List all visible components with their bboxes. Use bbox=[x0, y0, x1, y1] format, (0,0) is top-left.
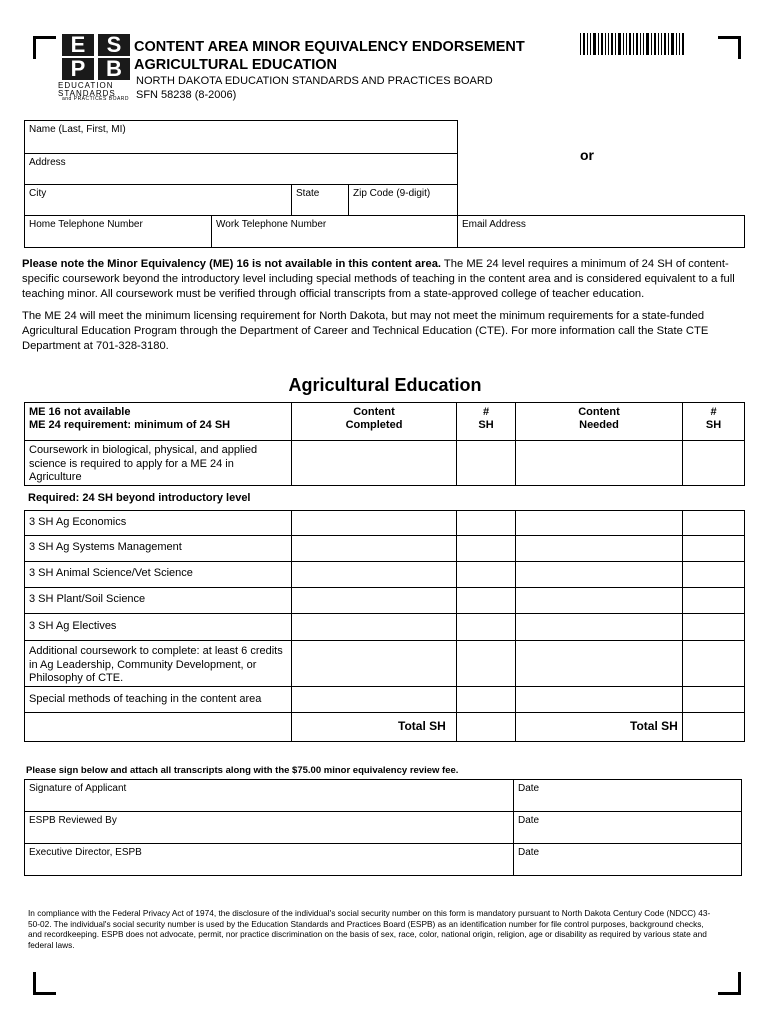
logo-line-education: EDUCATION bbox=[58, 81, 114, 90]
table-row-label: 3 SH Animal Science/Vet Science bbox=[24, 561, 292, 588]
row-divider bbox=[291, 535, 745, 536]
content-needed-column[interactable] bbox=[515, 510, 683, 742]
header-content-needed bbox=[515, 402, 683, 441]
corner-mark-bottom-right bbox=[718, 972, 741, 995]
home-phone-label: Home Telephone Number bbox=[29, 219, 143, 230]
or-label: or bbox=[580, 147, 594, 163]
notice-paragraph bbox=[22, 257, 750, 302]
header-content-needed-text: Content Needed bbox=[578, 406, 620, 431]
table-row-label: Special methods of teaching in the content area bbox=[24, 686, 292, 713]
director-date-field[interactable] bbox=[513, 843, 742, 876]
state-field[interactable] bbox=[291, 184, 349, 216]
header-me24: ME 24 requirement: minimum of 24 SH bbox=[29, 419, 231, 431]
total-sh-label-2: Total SH bbox=[630, 719, 678, 733]
city-field[interactable] bbox=[24, 184, 292, 216]
table-row-label: 3 SH Plant/Soil Science bbox=[24, 587, 292, 614]
applicant-signature-label: Signature of Applicant bbox=[29, 783, 127, 794]
total-sh-label-1: Total SH bbox=[398, 719, 446, 733]
reviewed-date-field[interactable] bbox=[513, 811, 742, 844]
coursework-needed-sh-cell[interactable] bbox=[682, 440, 745, 486]
work-phone-field[interactable] bbox=[211, 215, 458, 248]
corner-mark-top-left bbox=[33, 36, 56, 59]
row-divider bbox=[291, 686, 745, 687]
logo-letter-b: B bbox=[98, 58, 130, 80]
coursework-note: Coursework in biological, physical, and applied science is required to apply for a ME 24 in Agriculture bbox=[24, 440, 292, 486]
name-field[interactable] bbox=[24, 120, 458, 154]
work-phone-label: Work Telephone Number bbox=[216, 219, 327, 230]
corner-mark-top-right bbox=[718, 36, 741, 59]
notice-text: The ME 24 level requires a minimum of 24 SH of content-specific coursework beyond the introductory level including special methods of teaching in the content area and is considered equivalent to a full teaching minor. All coursework must be verified through official transcripts from a state-approved college of teacher education. bbox=[22, 258, 735, 300]
header-sh-1-text: # SH bbox=[478, 406, 494, 431]
header-content-completed bbox=[291, 402, 457, 441]
logo-letter-p: P bbox=[62, 58, 94, 80]
table-row-label: Additional coursework to complete: at least 6 credits in Ag Leadership, Community Development, or Philosophy of CTE. bbox=[24, 640, 292, 687]
form-subtitle: AGRICULTURAL EDUCATION bbox=[134, 57, 337, 73]
coursework-completed-cell[interactable] bbox=[291, 440, 457, 486]
sh-needed-column[interactable] bbox=[682, 510, 745, 742]
required-label: Required: 24 SH beyond introductory level bbox=[28, 492, 251, 504]
form-title: CONTENT AREA MINOR EQUIVALENCY ENDORSEMENT bbox=[134, 39, 525, 55]
logo-letter-e: E bbox=[62, 34, 94, 56]
notice-bold-text: Please note the Minor Equivalency (ME) 16 is not available in this content area. bbox=[22, 258, 442, 270]
zip-label: Zip Code (9-digit) bbox=[353, 188, 431, 199]
zip-field[interactable] bbox=[348, 184, 458, 216]
board-name: NORTH DAKOTA EDUCATION STANDARDS AND PRACTICES BOARD bbox=[136, 75, 493, 87]
reviewed-by-label: ESPB Reviewed By bbox=[29, 815, 117, 826]
logo-line-standards: STANDARDS bbox=[58, 89, 116, 98]
header-sh-2-text: # SH bbox=[705, 406, 722, 431]
table-row-label: 3 SH Ag Systems Management bbox=[24, 535, 292, 562]
address-field[interactable] bbox=[24, 153, 458, 185]
notice-paragraph-2: The ME 24 will meet the minimum licensing requirement for North Dakota, but may not meet the minimum requirements for a state-funded Agricultural Education Program through the Department of Career and Technical Education (CTE). For more information call the State CTE Department at 701-328-3180. bbox=[22, 310, 709, 352]
table-row-label: 3 SH Ag Electives bbox=[24, 613, 292, 641]
corner-mark-bottom-left bbox=[33, 972, 56, 995]
header-sh-1 bbox=[456, 402, 516, 441]
email-label: Email Address bbox=[462, 219, 526, 230]
row-divider bbox=[291, 640, 745, 641]
city-label: City bbox=[29, 188, 47, 199]
total-row-label-cell bbox=[24, 712, 292, 742]
date-label: Date bbox=[518, 847, 540, 858]
reviewed-by-field[interactable] bbox=[24, 811, 514, 844]
row-divider bbox=[291, 587, 745, 588]
row-divider bbox=[291, 613, 745, 614]
home-phone-field[interactable] bbox=[24, 215, 212, 248]
header-sh-2 bbox=[682, 402, 745, 441]
email-field[interactable] bbox=[457, 215, 745, 248]
logo-letter-s: S bbox=[98, 34, 130, 56]
header-content-completed-text: Content Completed bbox=[345, 406, 403, 431]
header-me16: ME 16 not available bbox=[29, 406, 131, 418]
date-label: Date bbox=[518, 815, 540, 826]
row-divider bbox=[291, 712, 745, 713]
sh-completed-column[interactable] bbox=[456, 510, 516, 742]
signature-instruction: Please sign below and attach all transcripts along with the $75.00 minor equivalency review fee. bbox=[26, 765, 459, 776]
applicant-signature-field[interactable] bbox=[24, 779, 514, 812]
address-label: Address bbox=[29, 157, 66, 168]
barcode bbox=[580, 33, 698, 55]
director-field[interactable] bbox=[24, 843, 514, 876]
row-divider bbox=[291, 561, 745, 562]
coursework-needed-cell[interactable] bbox=[515, 440, 683, 486]
content-completed-column[interactable] bbox=[291, 510, 457, 742]
table-header-requirements bbox=[24, 402, 292, 441]
date-label: Date bbox=[518, 783, 540, 794]
table-heading: Agricultural Education bbox=[288, 375, 482, 395]
name-label: Name (Last, First, MI) bbox=[29, 124, 126, 135]
coursework-sh-cell[interactable] bbox=[456, 440, 516, 486]
applicant-date-field[interactable] bbox=[513, 779, 742, 812]
logo-line-practices: and PRACTICES BOARD bbox=[62, 96, 130, 102]
director-label: Executive Director, ESPB bbox=[29, 847, 142, 858]
privacy-notice: In compliance with the Federal Privacy Act of 1974, the disclosure of the individual's social security number on this form is mandatory pursuant to North Dakota Century Code (NDCC) 43-50-02. The individual's social security number is used by the Education Standards and Practices Board (ESPB) as an identification number for file control purposes, background checks, and recordkeeping. ESPB does not advocate, permit, nor practice discrimination on the basis of sex, race, color, national origin, religion, age or disability as required by various state and federal laws. bbox=[28, 908, 711, 950]
form-number: SFN 58238 (8-2006) bbox=[136, 89, 237, 101]
state-label: State bbox=[296, 188, 320, 199]
table-row-label: 3 SH Ag Economics bbox=[24, 510, 292, 536]
